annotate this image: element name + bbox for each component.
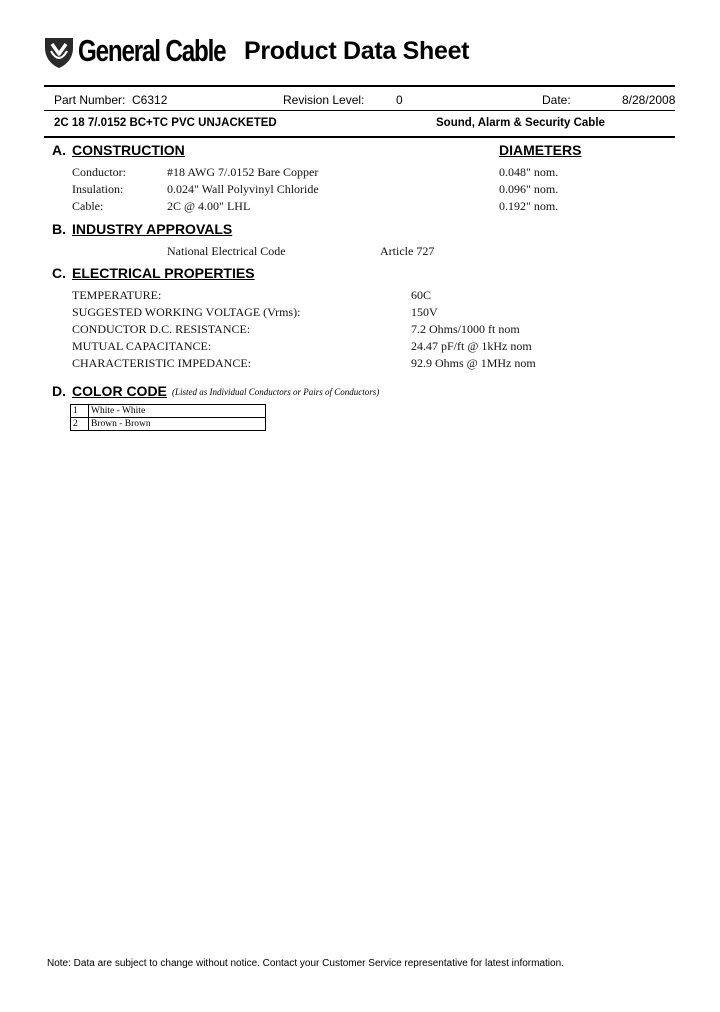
page-title: Product Data Sheet <box>244 37 470 65</box>
cable-category: Sound, Alarm & Security Cable <box>436 117 605 129</box>
section-d-letter: D. <box>52 383 66 399</box>
color-code-number: 2 <box>71 418 89 431</box>
construction-row-value: 0.024" Wall Polyvinyl Chloride <box>167 182 319 196</box>
electrical-row-value: 92.9 Ohms @ 1MHz nom <box>411 356 536 370</box>
date-value: 8/28/2008 <box>622 93 676 107</box>
part-number-label: Part Number: <box>54 93 126 107</box>
disclaimer-note: Note: Data are subject to change without notice. Contact your Customer Service representative for latest information. <box>47 958 564 969</box>
electrical-properties-heading: ELECTRICAL PROPERTIES <box>72 265 255 281</box>
electrical-row-value: 24.47 pF/ft @ 1kHz nom <box>411 339 532 353</box>
construction-row-label: Cable: <box>72 199 104 213</box>
table-row <box>71 418 266 431</box>
electrical-row-value: 7.2 Ohms/1000 ft nom <box>411 322 520 336</box>
section-c-letter: C. <box>52 265 66 281</box>
date-label: Date: <box>542 93 571 107</box>
section-b-letter: B. <box>52 221 66 237</box>
table-row <box>71 405 266 418</box>
construction-row-diameter: 0.048" nom. <box>499 165 559 179</box>
construction-row-value: 2C @ 4.00" LHL <box>167 199 251 213</box>
part-number-value: C6312 <box>132 93 168 107</box>
color-code-number: 1 <box>71 405 89 418</box>
approval-value: Article 727 <box>380 244 435 258</box>
electrical-row-label: CONDUCTOR D.C. RESISTANCE: <box>72 322 251 336</box>
construction-row-diameter: 0.096" nom. <box>499 182 559 196</box>
construction-heading: CONSTRUCTION <box>72 142 185 158</box>
construction-row-value: #18 AWG 7/.0152 Bare Copper <box>167 165 319 179</box>
approval-name: National Electrical Code <box>167 244 286 258</box>
revision-level-label: Revision Level: <box>283 93 365 107</box>
color-code-colors: White - White <box>89 405 266 418</box>
electrical-row-label: SUGGESTED WORKING VOLTAGE (Vrms): <box>72 305 301 319</box>
electrical-row-label: TEMPERATURE: <box>72 288 162 302</box>
electrical-row-value: 60C <box>411 288 432 302</box>
cable-description: 2C 18 7/.0152 BC+TC PVC UNJACKETED <box>54 117 277 129</box>
revision-level-value: 0 <box>396 93 403 107</box>
industry-approvals-heading: INDUSTRY APPROVALS <box>72 221 233 237</box>
meta-divider <box>44 110 675 111</box>
general-cable-logo-icon <box>42 34 76 70</box>
header-divider <box>44 85 675 87</box>
construction-row-label: Insulation: <box>72 182 124 196</box>
color-code-table <box>70 404 266 431</box>
color-code-colors: Brown - Brown <box>89 418 266 431</box>
color-code-heading: COLOR CODE <box>72 383 167 399</box>
construction-row-diameter: 0.192" nom. <box>499 199 559 213</box>
construction-row-label: Conductor: <box>72 165 126 179</box>
spec-divider <box>44 136 675 138</box>
diameters-heading: DIAMETERS <box>499 142 582 158</box>
electrical-row-value: 150V <box>411 305 438 319</box>
section-a-letter: A. <box>52 142 66 158</box>
brand-name: General Cable <box>78 33 226 68</box>
electrical-row-label: CHARACTERISTIC IMPEDANCE: <box>72 356 252 370</box>
electrical-row-label: MUTUAL CAPACITANCE: <box>72 339 212 353</box>
color-code-note: (Listed as Individual Conductors or Pairs of Conductors) <box>172 387 380 397</box>
